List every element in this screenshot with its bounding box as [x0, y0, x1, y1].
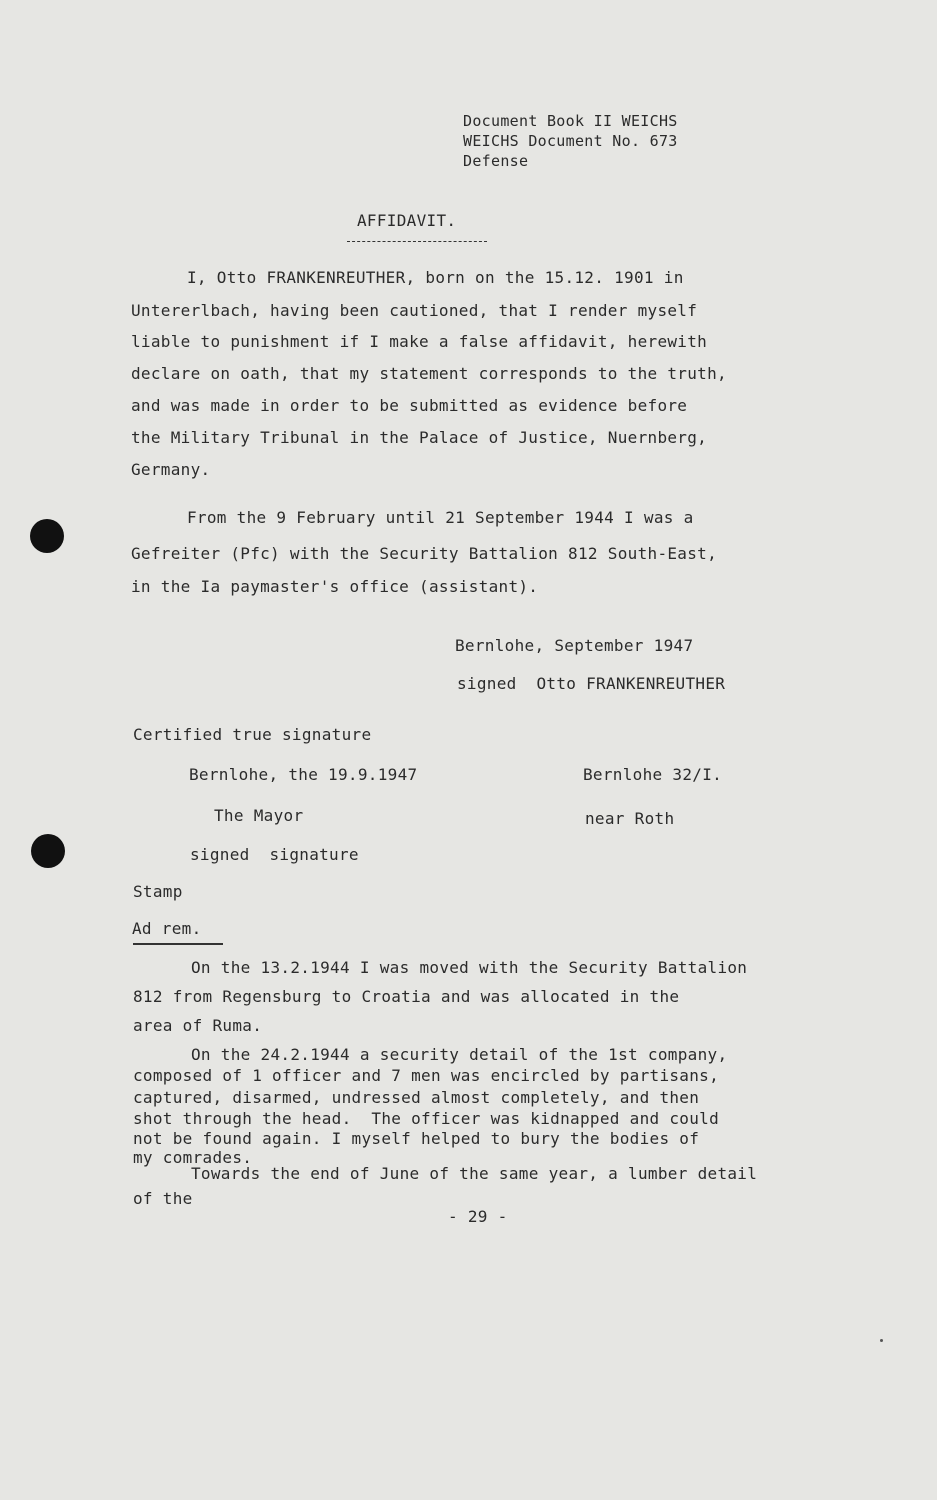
affidavit-line: declare on oath, that my statement corresponds to the truth, — [131, 364, 727, 383]
affidavit-line: Germany. — [131, 460, 211, 479]
affidavit-line: From the 9 February until 21 September 1944 I was a — [187, 508, 694, 527]
statement-line: of the — [133, 1189, 193, 1208]
ad-rem-label: Ad rem. — [132, 919, 202, 938]
statement-line: captured, disarmed, undressed almost completely, and then — [133, 1088, 700, 1107]
header-book: Document Book II WEICHS — [463, 112, 678, 130]
certification-signed: signed signature — [190, 845, 359, 864]
statement-line: 812 from Regensburg to Croatia and was allocated in the — [133, 987, 680, 1006]
statement-line: On the 13.2.1944 I was moved with the Security Battalion — [191, 958, 748, 977]
statement-line: Towards the end of June of the same year, a lumber detail — [191, 1164, 758, 1183]
affidavit-line: in the Ia paymaster's office (assistant). — [131, 577, 539, 596]
punch-hole-bottom — [31, 834, 65, 868]
certification-place-date: Bernlohe, the 19.9.1947 — [189, 765, 418, 784]
certification-heading: Certified true signature — [133, 725, 372, 744]
statement-line: composed of 1 officer and 7 men was encircled by partisans, — [133, 1066, 720, 1085]
affidavit-line: liable to punishment if I make a false affidavit, herewith — [131, 332, 708, 351]
punch-hole-top — [30, 519, 64, 553]
affidavit-line: Untererlbach, having been cautioned, that I render myself — [131, 301, 698, 320]
title-underline — [347, 241, 487, 242]
statement-line: shot through the head. The officer was kidnapped and could — [133, 1109, 720, 1128]
scan-speck — [880, 1339, 883, 1342]
page-title: AFFIDAVIT. — [357, 211, 457, 230]
header-doc-number: WEICHS Document No. 673 — [463, 132, 678, 150]
page-number: - 29 - — [448, 1207, 508, 1226]
header-defense: Defense — [463, 152, 529, 170]
certification-address-1: Bernlohe 32/I. — [583, 765, 723, 784]
statement-line: On the 24.2.1944 a security detail of the 1st company, — [191, 1045, 728, 1064]
statement-line: not be found again. I myself helped to bury the bodies of — [133, 1129, 700, 1148]
affidavit-place-date: Bernlohe, September 1947 — [455, 636, 694, 655]
affidavit-line: and was made in order to be submitted as evidence before — [131, 396, 688, 415]
affidavit-signature: signed Otto FRANKENREUTHER — [457, 674, 726, 693]
certification-address-2: near Roth — [585, 809, 675, 828]
certification-mayor: The Mayor — [214, 806, 304, 825]
statement-line: area of Ruma. — [133, 1016, 263, 1035]
affidavit-line: I, Otto FRANKENREUTHER, born on the 15.12. 1901 in — [187, 268, 684, 287]
affidavit-line: Gefreiter (Pfc) with the Security Battalion 812 South-East, — [131, 544, 718, 563]
affidavit-line: the Military Tribunal in the Palace of Justice, Nuernberg, — [131, 428, 708, 447]
statement-line: my comrades. — [133, 1148, 253, 1167]
ad-rem-underline — [133, 943, 223, 945]
certification-stamp: Stamp — [133, 882, 183, 901]
